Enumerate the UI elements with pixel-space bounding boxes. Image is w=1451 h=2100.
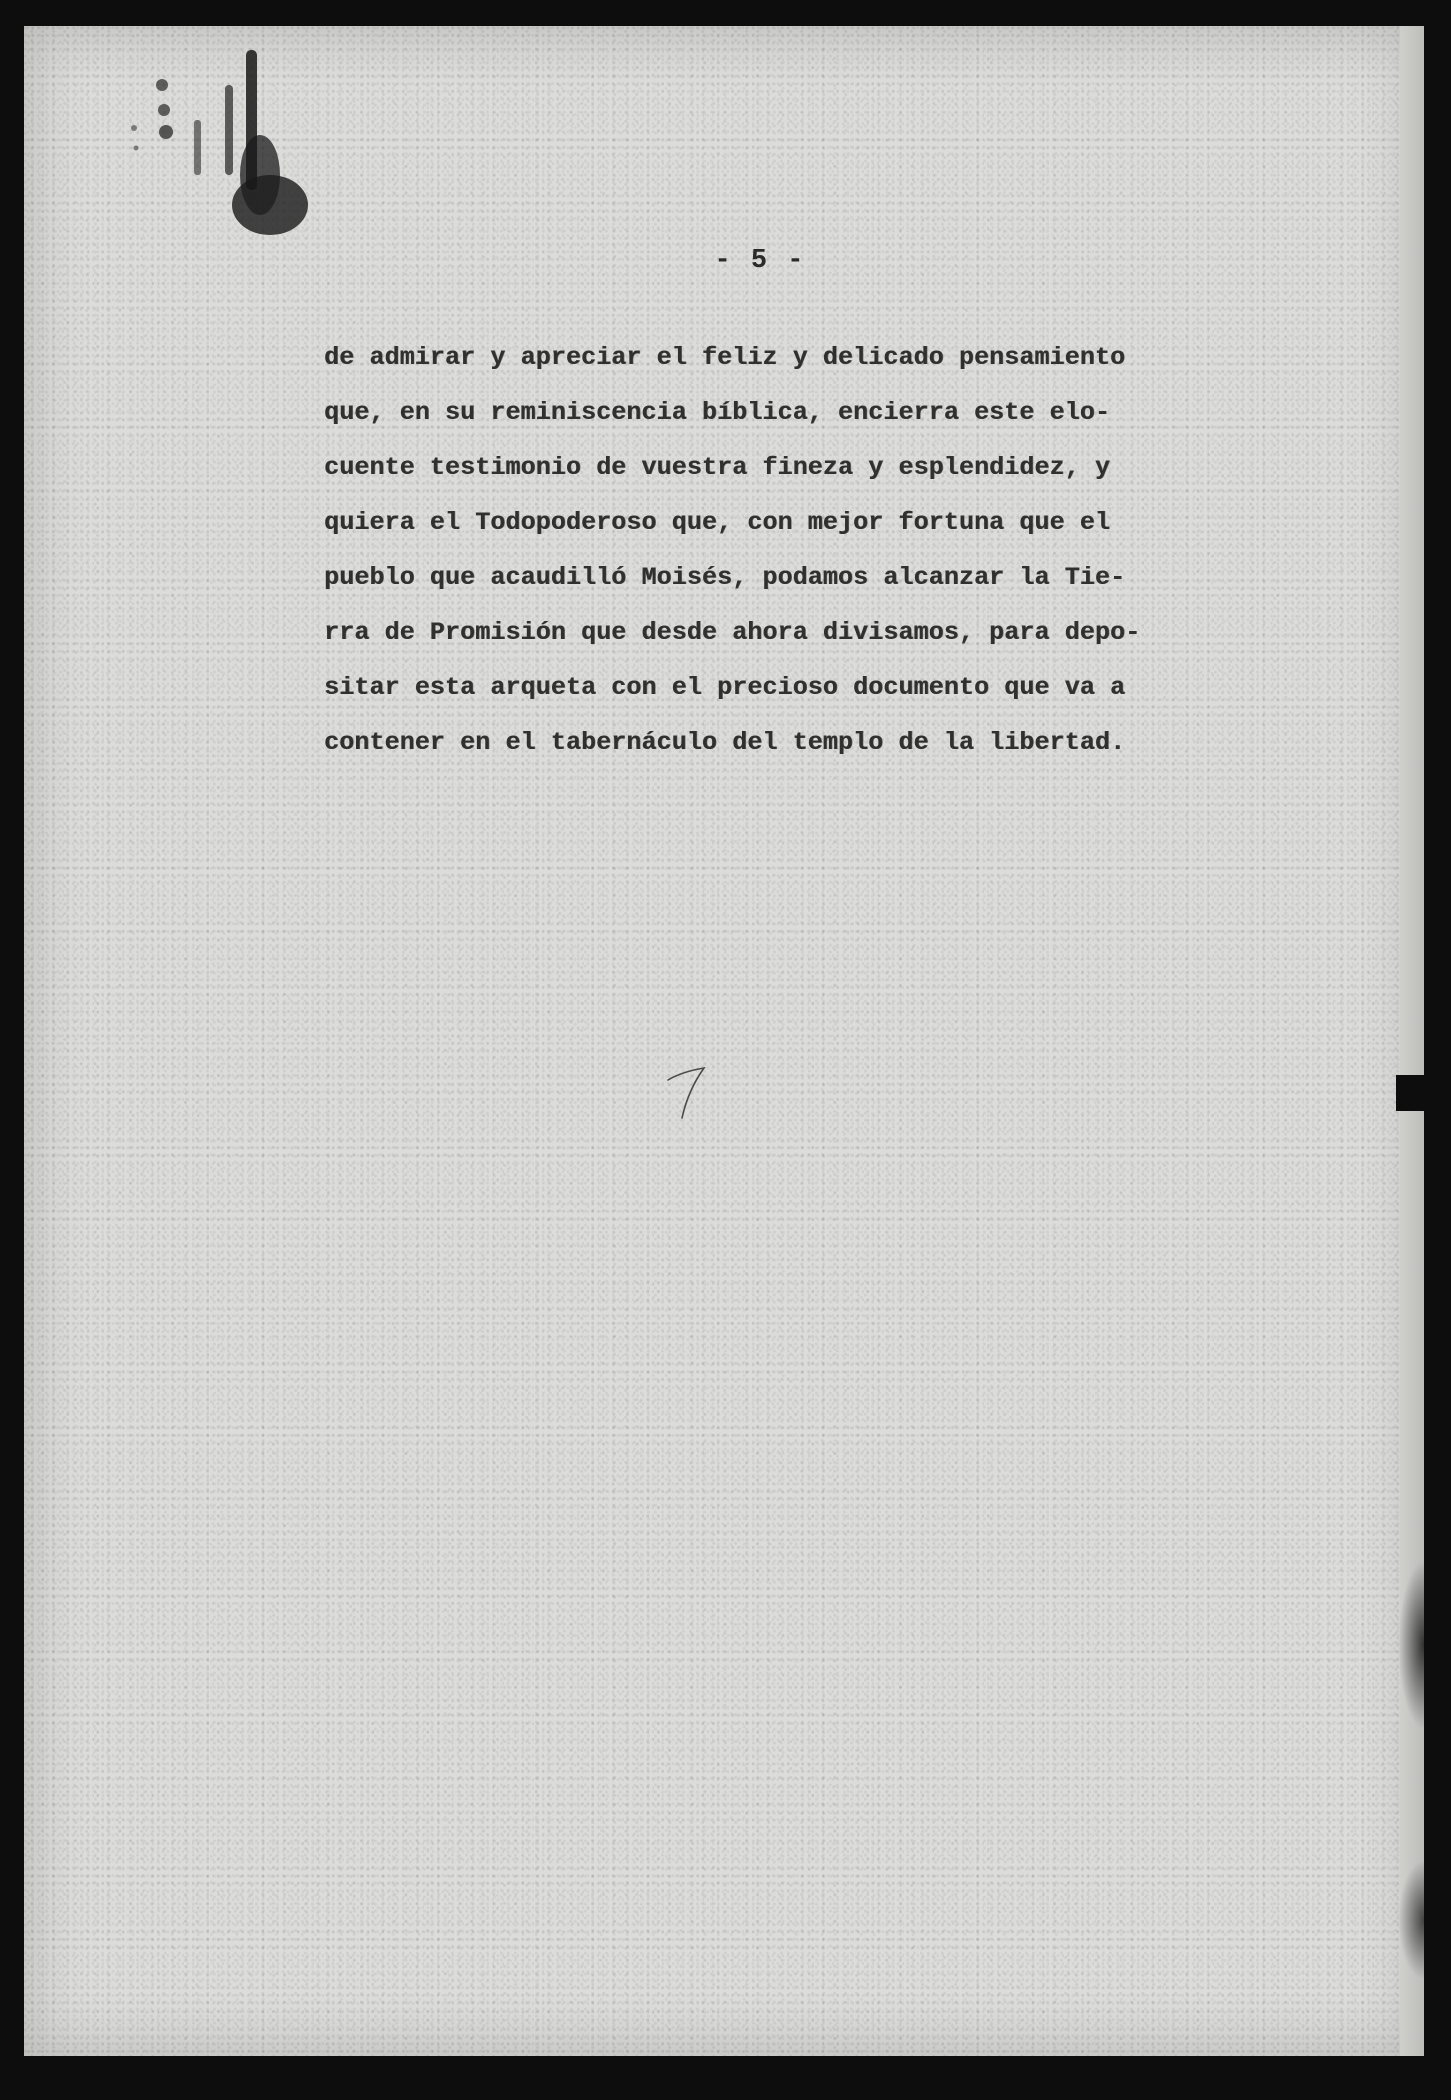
pencil-mark bbox=[664, 1062, 710, 1122]
body-text bbox=[324, 330, 1244, 770]
text-line: que, en su reminiscencia bíblica, encierra este elo- bbox=[324, 398, 1110, 427]
edge-shadow-mark bbox=[1398, 1860, 1424, 1980]
ink-stain-mark bbox=[120, 30, 320, 250]
text-line: rra de Promisión que desde ahora divisamos, para depo- bbox=[324, 618, 1141, 647]
paper-right-edge bbox=[1400, 26, 1424, 2056]
text-line: contener en el tabernáculo del templo de la libertad. bbox=[324, 728, 1126, 757]
text-line: de admirar y apreciar el feliz y delicado pensamiento bbox=[324, 343, 1126, 372]
edge-tear-notch bbox=[1396, 1075, 1436, 1111]
page-number: - 5 - bbox=[714, 246, 806, 276]
text-line: pueblo que acaudilló Moisés, podamos alcanzar la Tie- bbox=[324, 563, 1126, 592]
edge-shadow-mark bbox=[1398, 1560, 1424, 1730]
text-line: sitar esta arqueta con el precioso documento que va a bbox=[324, 673, 1126, 702]
text-line: quiera el Todopoderoso que, con mejor fortuna que el bbox=[324, 508, 1110, 537]
text-line: cuente testimonio de vuestra fineza y esplendidez, y bbox=[324, 453, 1110, 482]
